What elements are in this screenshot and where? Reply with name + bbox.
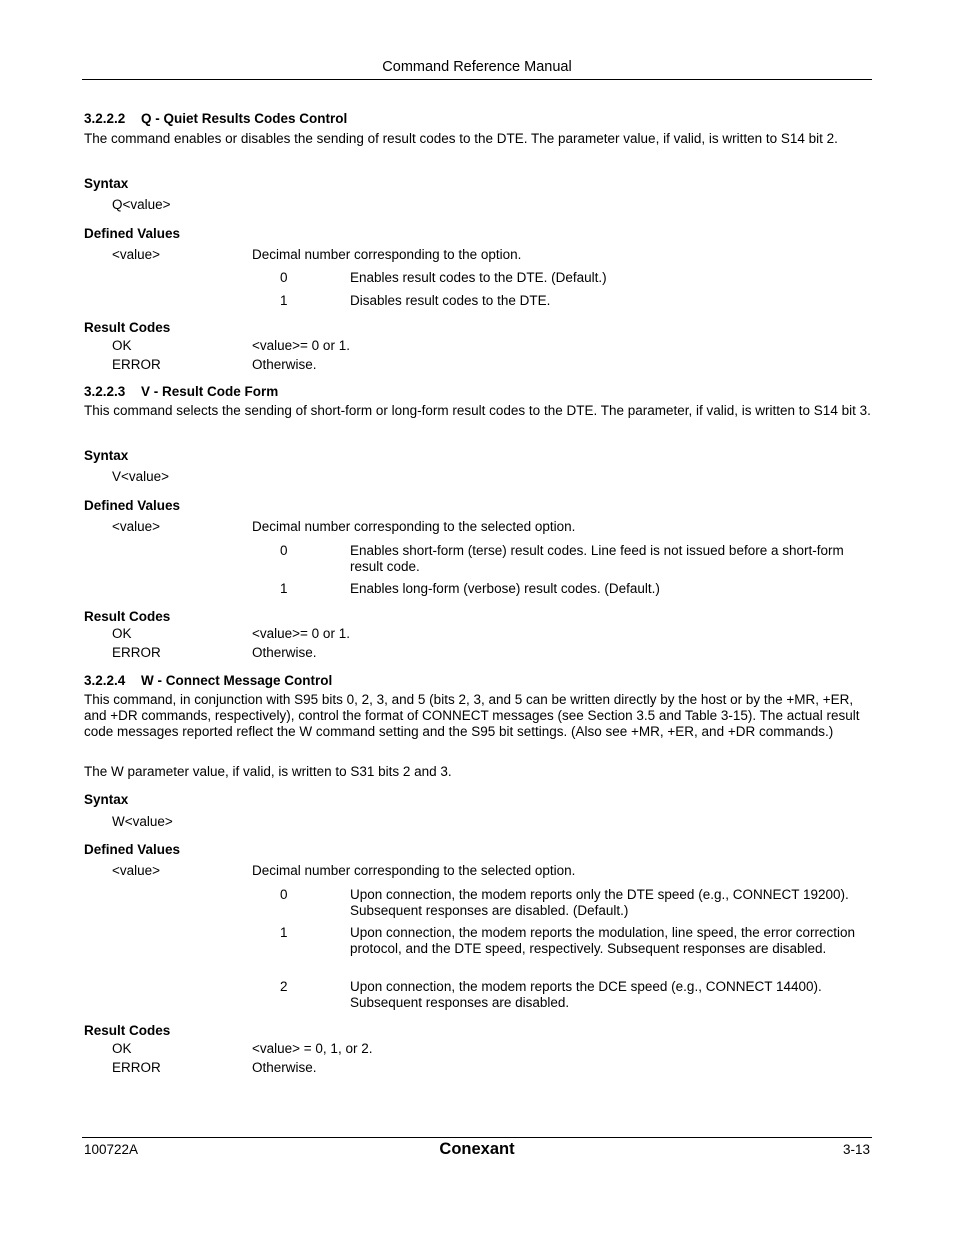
footer-company: Conexant (439, 1140, 515, 1158)
option-description: Enables short-form (terse) result codes. Line feed is not issued before a short-form result code. (350, 543, 844, 574)
param-name: <value> (112, 247, 161, 262)
section-title: W - Connect Message Control (141, 673, 333, 688)
result-code-description: Otherwise. (252, 1060, 317, 1075)
result-codes-label: Result Codes (84, 609, 171, 624)
option-number: 1 (280, 925, 288, 940)
option-description: Disables result codes to the DTE. (350, 293, 551, 308)
option-number: 1 (280, 293, 288, 308)
option-number: 2 (280, 979, 288, 994)
option-number: 1 (280, 581, 288, 596)
section-heading-w (84, 673, 332, 689)
section-title: V - Result Code Form (141, 384, 279, 399)
syntax-value: W<value> (112, 814, 173, 829)
option-number: 0 (280, 543, 288, 558)
header-rule (82, 79, 872, 80)
section-intro: This command selects the sending of short-form or long-form result codes to the DTE. The parameter, if valid, is written to S14 bit 3. (84, 403, 871, 418)
param-name: <value> (112, 519, 161, 534)
result-code: OK (112, 626, 132, 641)
option-description: Upon connection, the modem reports only the DTE speed (e.g., CONNECT 19200). Subsequent responses are disabled. (Default.) (350, 887, 849, 918)
footer-page-number: 3-13 (842, 1142, 870, 1157)
defined-values-label: Defined Values (84, 842, 181, 857)
result-code: ERROR (112, 645, 161, 660)
result-code-description: <value>= 0 or 1. (252, 626, 350, 641)
result-code: ERROR (112, 357, 161, 372)
result-codes-label: Result Codes (84, 1023, 171, 1038)
section-title: Q - Quiet Results Codes Control (141, 111, 348, 126)
footer-rule (82, 1137, 872, 1138)
param-description: Decimal number corresponding to the option. (252, 247, 522, 262)
section-number: 3.2.2.4 (84, 673, 126, 688)
syntax-label: Syntax (84, 176, 129, 191)
syntax-label: Syntax (84, 792, 129, 807)
section-heading-q (84, 111, 347, 127)
result-code: ERROR (112, 1060, 161, 1075)
page-header-title: Command Reference Manual (382, 59, 572, 75)
footer-doc-id: 100722A (84, 1142, 139, 1157)
syntax-value: V<value> (112, 469, 170, 484)
section-intro-2: The W parameter value, if valid, is written to S31 bits 2 and 3. (84, 764, 452, 779)
option-description: Enables long-form (verbose) result codes. (Default.) (350, 581, 660, 596)
section-intro: This command, in conjunction with S95 bits 0, 2, 3, and 5 (bits 2, 3, and 5 can be written directly by the host or by the +MR, +ER, and +DR commands, respectively), control the format of CONNECT messages (see Section 3.5 and Table 3-15). The actual result code messages reported reflect the W command setting and the S95 bit settings. (Also see +MR, +ER, and +DR commands.) (84, 692, 860, 739)
section-intro: The command enables or disables the sending of result codes to the DTE. The parameter value, if valid, is written to S14 bit 2. (84, 131, 838, 146)
syntax-value: Q<value> (112, 197, 171, 212)
option-description: Upon connection, the modem reports the DCE speed (e.g., CONNECT 14400). Subsequent responses are disabled. (350, 979, 822, 1010)
result-code-description: <value> = 0, 1, or 2. (252, 1041, 373, 1056)
option-description: Enables result codes to the DTE. (Default.) (350, 270, 607, 285)
section-number: 3.2.2.2 (84, 111, 126, 126)
section-number: 3.2.2.3 (84, 384, 126, 399)
syntax-label: Syntax (84, 448, 129, 463)
param-name: <value> (112, 863, 161, 878)
defined-values-label: Defined Values (84, 226, 181, 241)
option-description: Upon connection, the modem reports the modulation, line speed, the error correction protocol, and the DTE speed, respectively. Subsequent responses are disabled. (350, 925, 856, 956)
result-code-description: Otherwise. (252, 645, 317, 660)
result-codes-label: Result Codes (84, 320, 171, 335)
result-code-description: <value>= 0 or 1. (252, 338, 350, 353)
result-code-description: Otherwise. (252, 357, 317, 372)
option-number: 0 (280, 887, 288, 902)
option-number: 0 (280, 270, 288, 285)
result-code: OK (112, 338, 132, 353)
defined-values-label: Defined Values (84, 498, 181, 513)
result-code: OK (112, 1041, 132, 1056)
param-description: Decimal number corresponding to the selected option. (252, 519, 576, 534)
param-description: Decimal number corresponding to the selected option. (252, 863, 576, 878)
section-heading-v (84, 384, 278, 400)
